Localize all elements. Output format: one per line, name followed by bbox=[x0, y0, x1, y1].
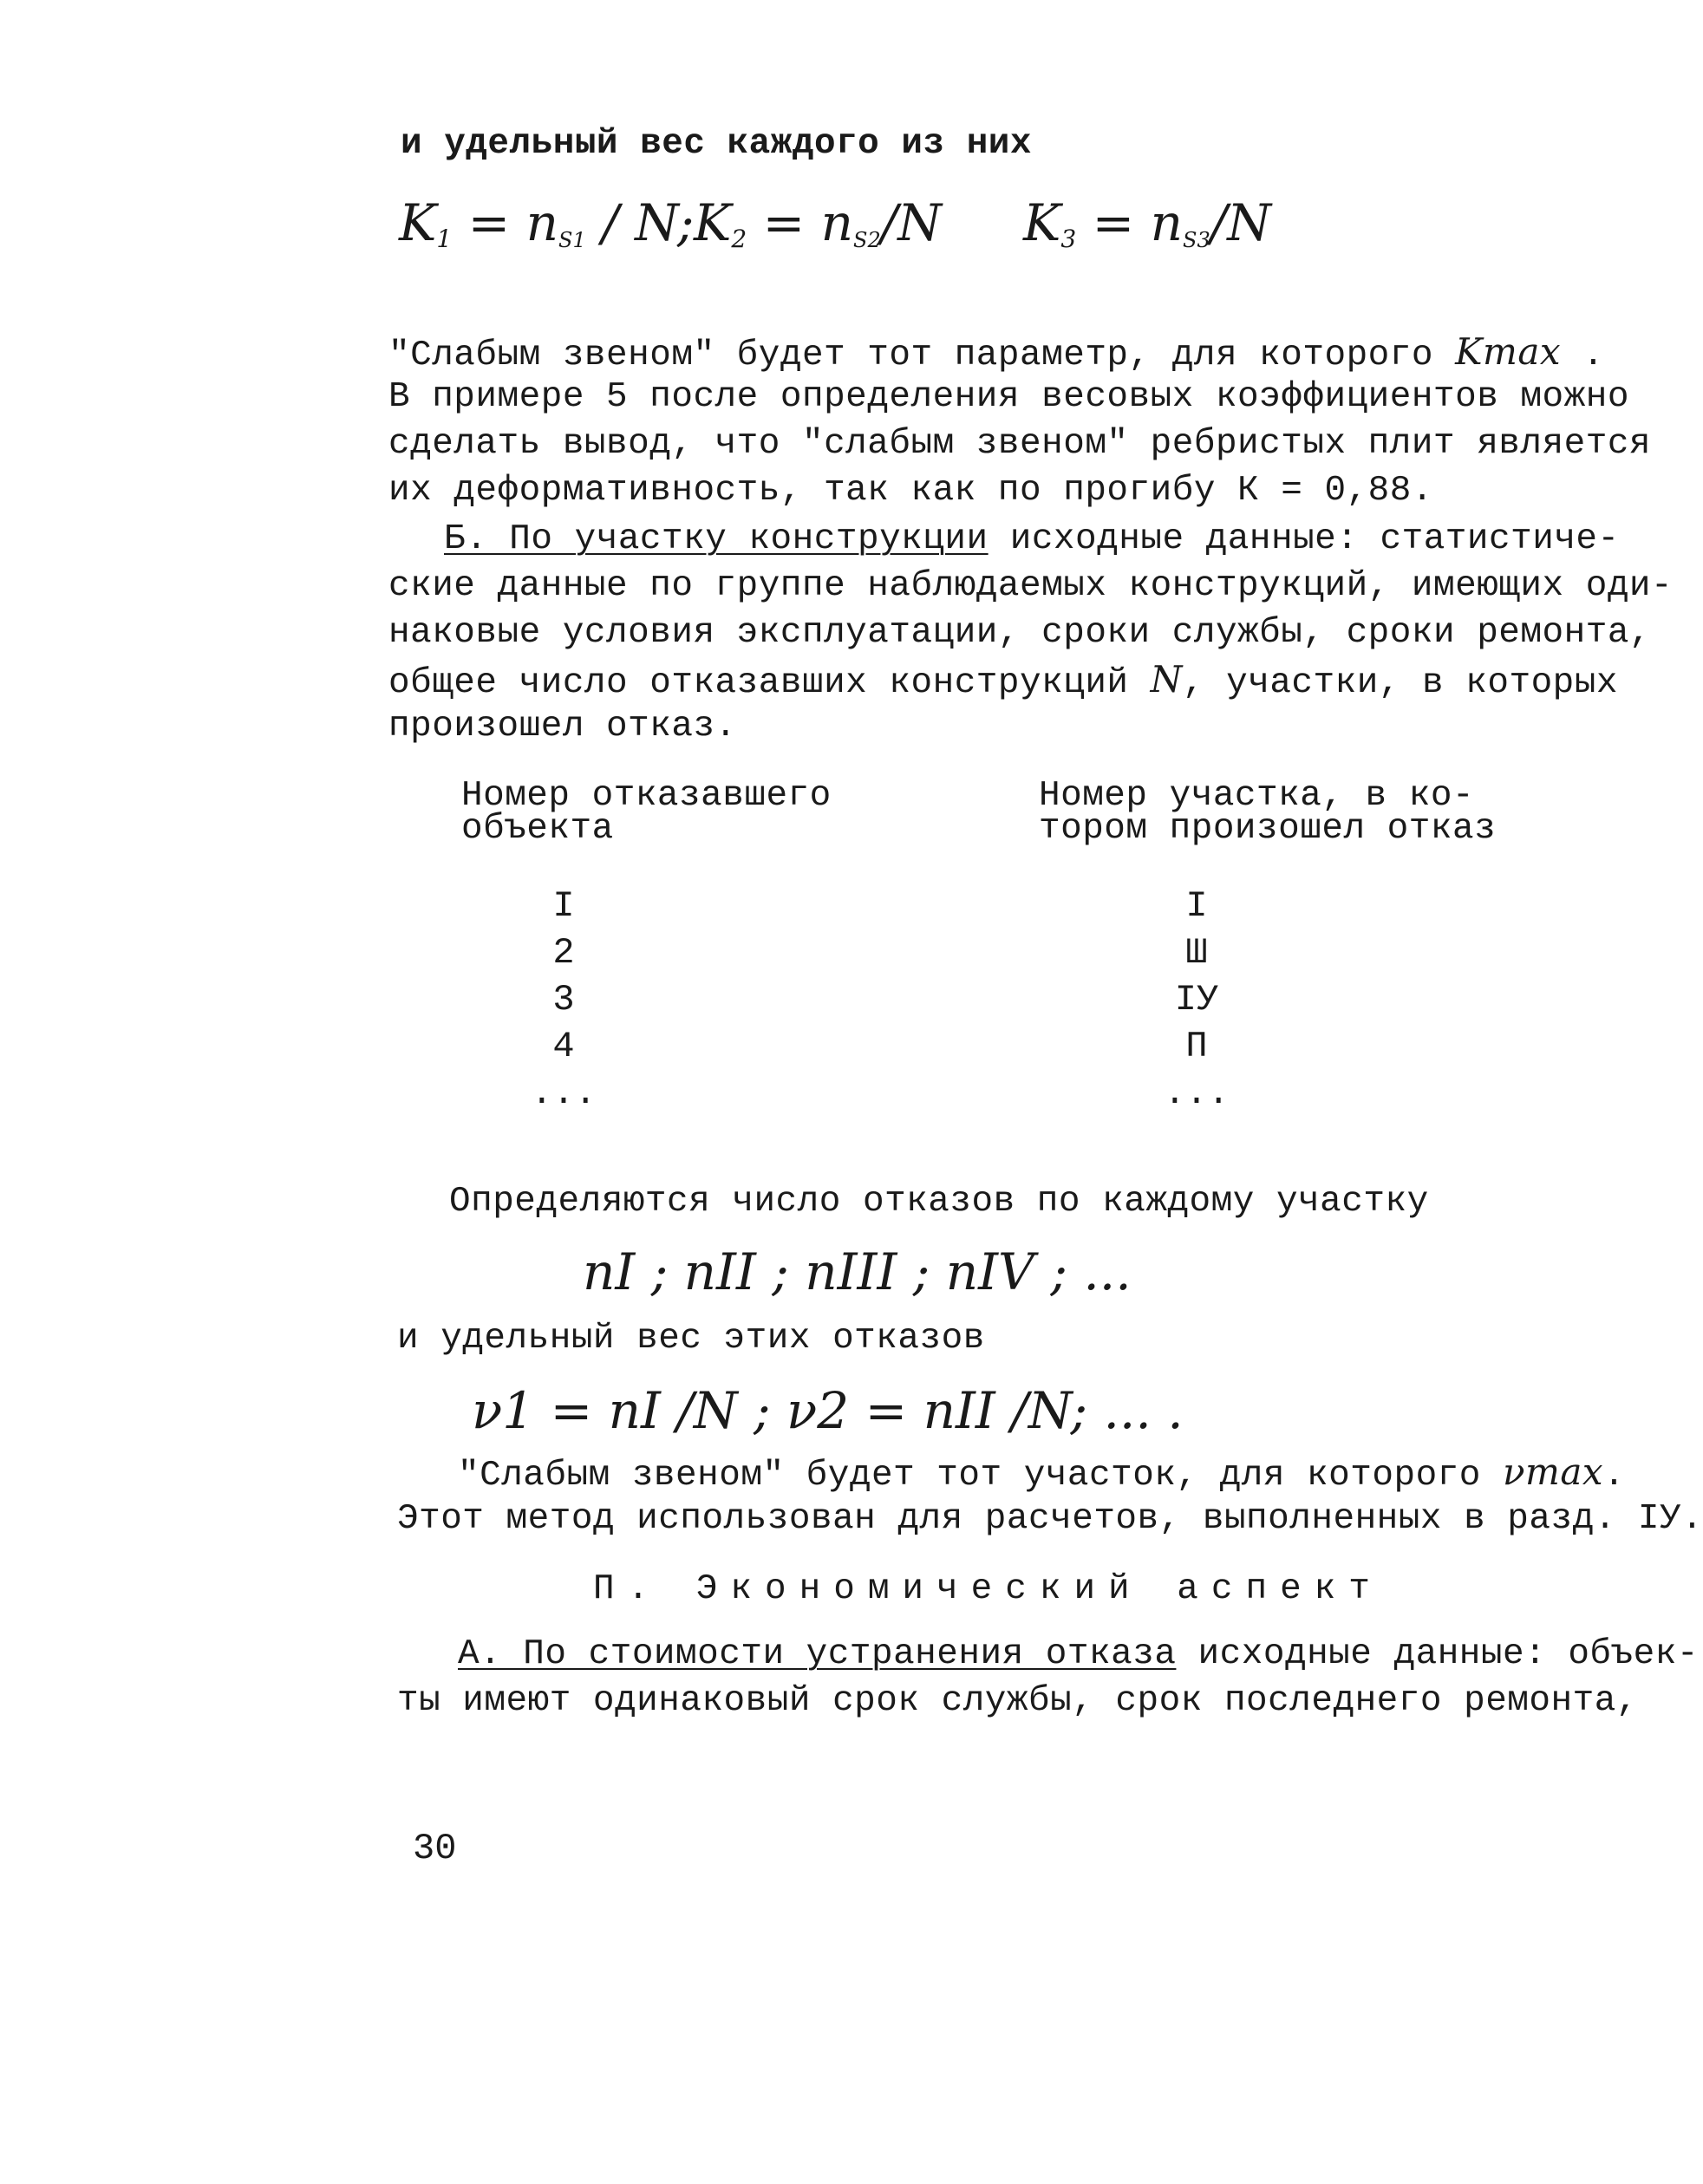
formula-k1: $K_1 = n_{S1} / N$; bbox=[399, 193, 695, 253]
para1-line3: сделать вывод, что "слабым звеном" ребристых плит является bbox=[388, 424, 1652, 464]
formula-weights: ν1 = nI /N ; ν2 = nII /N; ... . bbox=[472, 1381, 1184, 1440]
table-cell-section: П bbox=[1185, 1026, 1208, 1067]
table-col2-header-l2: тором произошел отказ bbox=[1039, 809, 1497, 849]
para2-line2: ские данные по группе наблюдаемых конструкций, имеющих оди- bbox=[388, 566, 1674, 606]
table-cell-obj: I bbox=[552, 885, 575, 927]
table-col1-header-l2: объекта bbox=[461, 809, 614, 849]
para2-line1: Б. По участку конструкции исходные данные: статистиче- bbox=[444, 519, 1620, 559]
para2-line4: общее число отказавших конструкций N, участки, в которых bbox=[388, 658, 1618, 703]
para1-line4: их деформативность, так как по прогибу К = 0,88. bbox=[388, 471, 1433, 511]
para5-line1: А. По стоимости устранения отказа исходные данные: объек- bbox=[458, 1634, 1699, 1674]
kmax-symbol: Kmax bbox=[1455, 330, 1562, 373]
table-cell-obj: 2 bbox=[552, 932, 575, 974]
para2-line3: наковые условия эксплуатации, сроки службы, сроки ремонта, bbox=[388, 613, 1652, 653]
n-symbol: N bbox=[1150, 658, 1183, 701]
para1-line1: "Слабым звеном" будет тот параметр, для которого Kmax . bbox=[388, 330, 1605, 375]
table-cell-obj: 3 bbox=[552, 979, 575, 1020]
table-cell-section: ... bbox=[1164, 1072, 1230, 1114]
para1-line2: В примере 5 после определения весовых коэффициентов можно bbox=[388, 377, 1629, 417]
table-col1-header-l1: Номер отказавшего bbox=[461, 776, 832, 816]
table-cell-section: IУ bbox=[1174, 979, 1219, 1020]
formula-k2: $K_2 = n_{S2}/N$ bbox=[694, 193, 943, 253]
formula-k3: $K_3 = n_{S3}/N$ bbox=[1023, 193, 1272, 253]
para5-heading: А. По стоимости устранения отказа bbox=[458, 1634, 1177, 1674]
para2-heading: Б. По участку конструкции bbox=[444, 519, 989, 559]
para5-line2: ты имеют одинаковый срок службы, срок последнего ремонта, bbox=[397, 1681, 1638, 1721]
vmax-symbol: νmax bbox=[1503, 1451, 1604, 1493]
formula-n-counts: nI ; nII ; nIII ; nIV ; ... bbox=[583, 1242, 1132, 1301]
table-cell-section: I bbox=[1185, 885, 1208, 927]
table-cell-section: Ш bbox=[1185, 932, 1208, 974]
para4-line1: "Слабым звеном" будет тот участок, для которого νmax. bbox=[458, 1451, 1626, 1496]
section-heading: П. Экономический аспект bbox=[593, 1569, 1383, 1609]
para3-line1: Определяются число отказов по каждому участку bbox=[449, 1182, 1429, 1222]
page-number: 30 bbox=[413, 1828, 457, 1869]
intro-line: и удельный вес каждого из них bbox=[401, 124, 1033, 164]
table-cell-obj: 4 bbox=[552, 1026, 575, 1067]
table-cell-obj: ... bbox=[531, 1072, 597, 1114]
para2-line5: произошел отказ. bbox=[388, 707, 737, 746]
para3-line2: и удельный вес этих отказов bbox=[397, 1319, 985, 1359]
para4-line2: Этот метод использован для расчетов, выполненных в разд. IУ. bbox=[397, 1499, 1703, 1539]
table-col2-header-l1: Номер участка, в ко- bbox=[1039, 776, 1475, 816]
